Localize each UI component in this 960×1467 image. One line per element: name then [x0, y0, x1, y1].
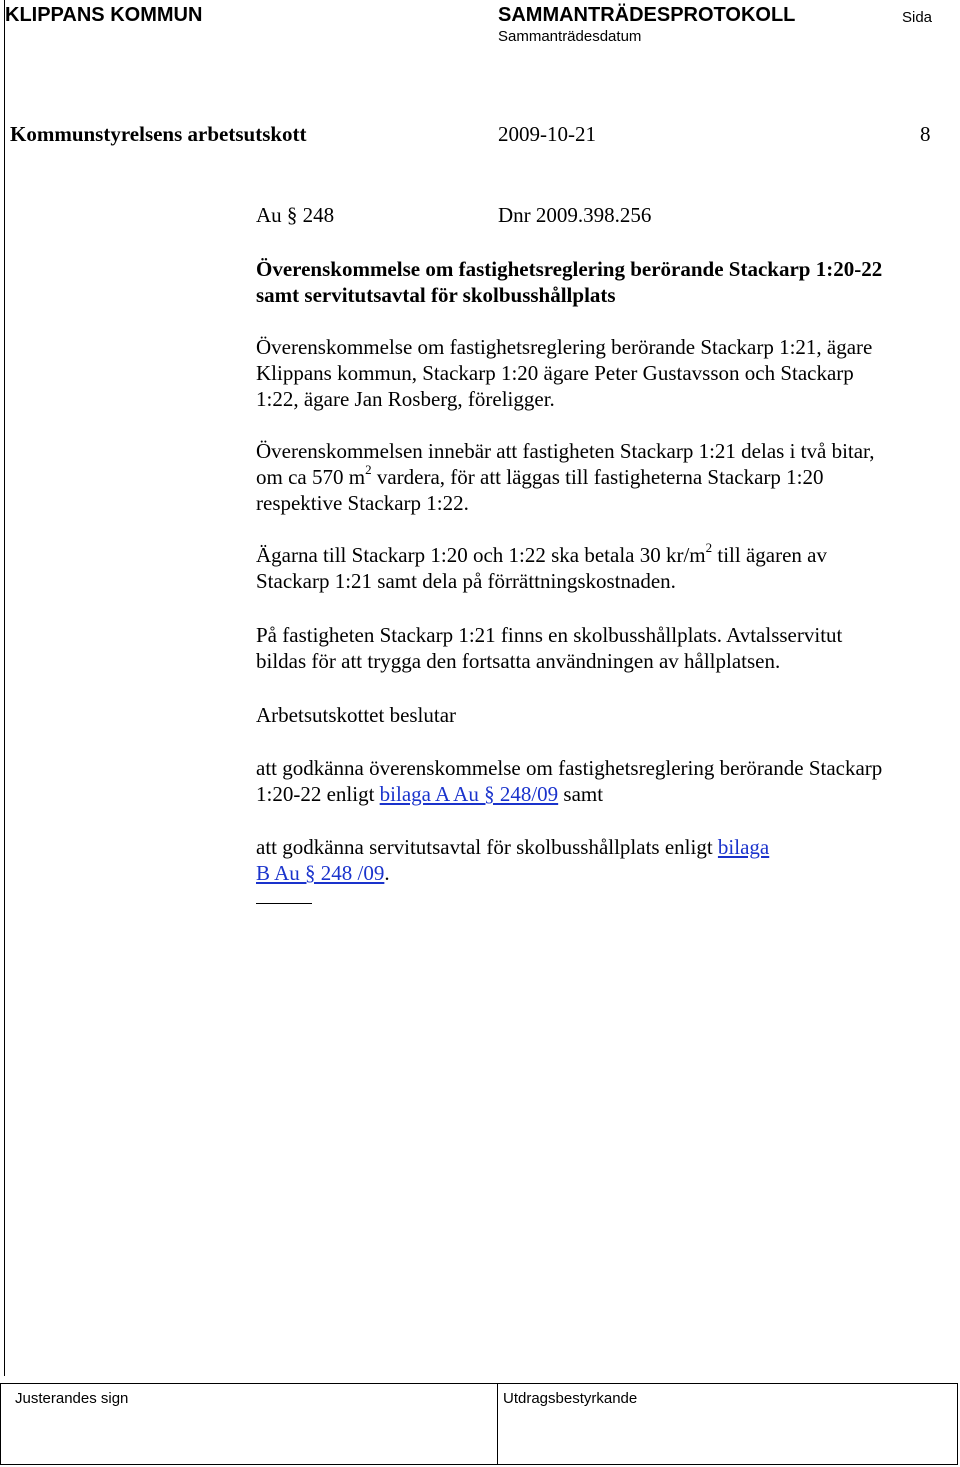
superscript: 2: [705, 540, 713, 555]
text-line: 1:22, ägare Jan Rosberg, föreligger.: [256, 387, 555, 411]
heading-line: samt servitutsavtal för skolbusshållplats: [256, 283, 616, 307]
left-margin-rule: [4, 0, 5, 1376]
text-line: respektive Stackarp 1:22.: [256, 491, 469, 515]
text-fragment: 1:20-22 enligt: [256, 782, 380, 806]
text-fragment: samt: [558, 782, 604, 806]
attachment-b-link[interactable]: bilaga: [717, 835, 770, 859]
document-title: SAMMANTRÄDESPROTOKOLL: [498, 4, 796, 26]
meeting-date: 2009-10-21: [498, 122, 596, 146]
page-label: Sida: [902, 9, 933, 26]
certification-label: Utdragsbestyrkande: [503, 1390, 638, 1407]
org-name: KLIPPANS KOMMUN: [5, 4, 203, 26]
page-number: 8: [920, 122, 931, 146]
case-heading: [256, 256, 956, 308]
text-line: att godkänna överenskommelse om fastighetsreglering berörande Stackarp: [256, 756, 883, 780]
text-fragment: .: [384, 861, 390, 885]
text-fragment: vardera, för att läggas till fastigheterna Stackarp 1:20: [371, 465, 824, 489]
paragraph-background: [256, 334, 956, 412]
signature-footer: [0, 1383, 958, 1465]
text-line: Klippans kommun, Stackarp 1:20 ägare Peter Gustavsson och Stackarp: [256, 361, 854, 385]
signature-label: Justerandes sign: [15, 1390, 129, 1407]
text-line: Arbetsutskottet beslutar: [256, 703, 457, 727]
paragraph-payment: [256, 542, 956, 594]
meeting-date-label: Sammanträdesdatum: [498, 28, 642, 45]
footer-divider: [497, 1384, 498, 1464]
attachment-a-link[interactable]: bilaga A Au § 248/09: [379, 782, 559, 806]
text-fragment: till ägaren av: [712, 543, 828, 567]
paragraph-agreement: [256, 438, 956, 516]
attachment-b-link[interactable]: B Au § 248 /09: [256, 861, 385, 885]
text-line: Överenskommelsen innebär att fastigheten Stackarp 1:21 delas i två bitar,: [256, 439, 875, 463]
text-line: [256, 860, 956, 886]
text-line: [256, 781, 956, 807]
text-line: [256, 542, 956, 568]
text-fragment: att godkänna servitutsavtal för skolbusshållplats enligt: [256, 835, 718, 859]
end-rule: [256, 903, 312, 904]
superscript: 2: [365, 462, 372, 477]
text-line: På fastigheten Stackarp 1:21 finns en skolbusshållplats. Avtalsservitut: [256, 623, 843, 647]
text-line: Överenskommelse om fastighetsreglering berörande Stackarp 1:21, ägare: [256, 335, 873, 359]
decision-item-1: [256, 755, 956, 807]
text-line: Stackarp 1:21 samt dela på förrättningskostnaden.: [256, 569, 676, 593]
committee-name: Kommunstyrelsens arbetsutskott: [10, 122, 307, 146]
text-line: bildas för att trygga den fortsatta användningen av hållplatsen.: [256, 649, 781, 673]
text-line: [256, 464, 956, 490]
paragraph-number: Au § 248: [256, 203, 335, 227]
text-line: [256, 834, 956, 860]
decision-intro: [256, 702, 956, 728]
paragraph-bus-stop: [256, 622, 956, 674]
text-fragment: om ca 570 m: [256, 465, 366, 489]
heading-line: Överenskommelse om fastighetsreglering berörande Stackarp 1:20-22: [256, 257, 883, 281]
diary-number: Dnr 2009.398.256: [498, 203, 652, 227]
text-fragment: Ägarna till Stackarp 1:20 och 1:22 ska betala 30 kr/m: [256, 543, 706, 567]
decision-item-2: [256, 834, 956, 886]
